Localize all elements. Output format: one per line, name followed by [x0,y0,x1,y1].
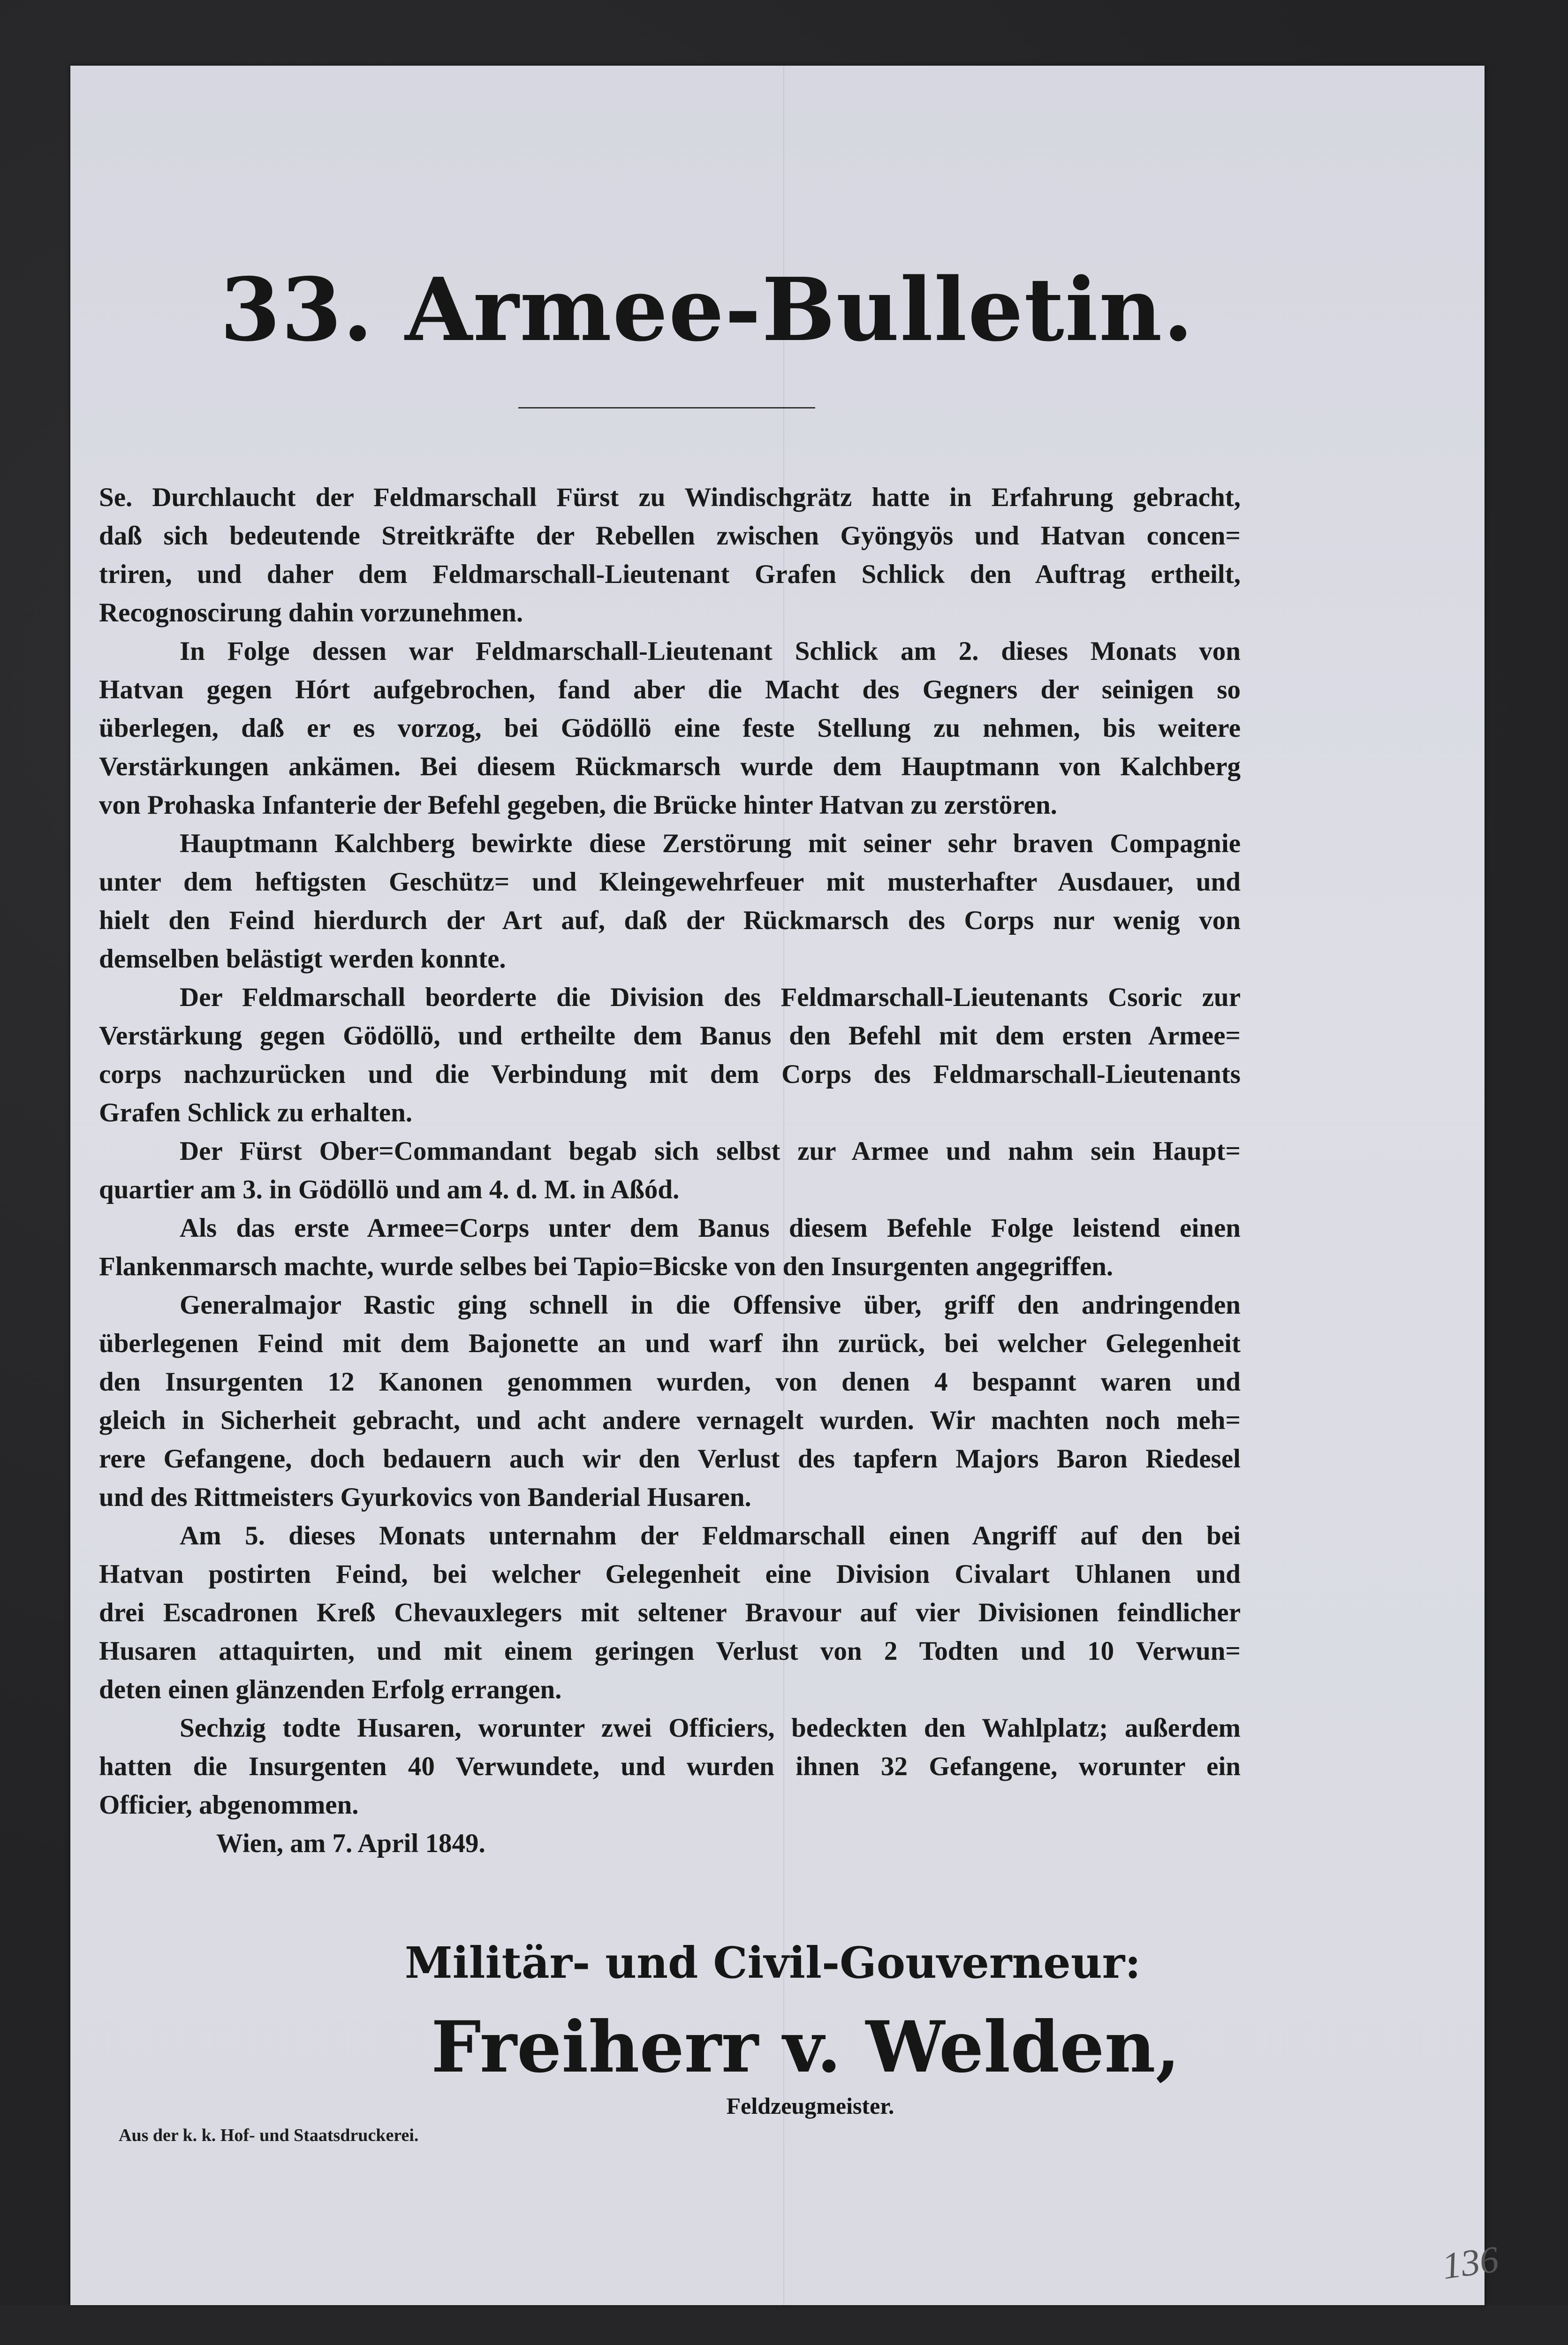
text-line: Der Fürst Ober=Commandant begab sich selbst zur Armee und nahm sein Haupt= [180,1136,1241,1166]
text-line: Se. Durchlaucht der Feldmarschall Fürst zu Windischgrätz hatte in Erfahrung gebracht, [99,483,1241,512]
title-divider [518,407,815,408]
text-line: hielt den Feind hierdurch der Art auf, daß der Rückmarsch des Corps nur wenig von [99,906,1241,935]
text-line: von Prohaska Infanterie der Befehl gegeben, die Brücke hinter Hatvan zu zerstören. [99,790,1057,820]
handwritten-page-number: 136 [1439,2239,1501,2287]
text-line: gleich in Sicherheit gebracht, und acht andere vernagelt wurden. Wir machten noch meh= [99,1406,1241,1435]
text-line: Officier, abgenommen. [99,1790,359,1820]
text-line: Wien, am 7. April 1849. [216,1829,485,1858]
text-line: quartier am 3. in Gödöllö und am 4. d. M. in Aßód. [99,1175,680,1204]
text-line: Der Feldmarschall beorderte die Division des Feldmarschall-Lieutenants Csoric zur [180,983,1241,1012]
page-title: 33. Armee-Bulletin. [220,258,1194,361]
text-line: corps nachzurücken und die Verbindung mit dem Corps des Feldmarschall-Lieutenants [99,1059,1241,1089]
text-line: Verstärkungen ankämen. Bei diesem Rückmarsch wurde dem Hauptmann von Kalchberg [99,752,1241,781]
text-line: demselben belästigt werden konnte. [99,944,506,974]
text-line: rere Gefangene, doch bedauern auch wir den Verlust des tapfern Majors Baron Riedesel [99,1444,1241,1474]
text-line: triren, und daher dem Feldmarschall-Lieutenant Grafen Schlick den Auftrag ertheilt, [99,560,1241,589]
text-line: Recognoscirung dahin vorzunehmen. [99,598,523,628]
text-line: Grafen Schlick zu erhalten. [99,1098,413,1127]
text-line: Generalmajor Rastic ging schnell in die Offensive über, griff den andringenden [180,1290,1241,1320]
text-line: In Folge dessen war Feldmarschall-Lieutenant Schlick am 2. dieses Monats von [180,636,1241,666]
signature-office: Militär- und Civil-Gouverneur: [404,1937,1141,1988]
text-line: überlegenen Feind mit dem Bajonette an und warf ihn zurück, bei welcher Gelegenheit [99,1329,1241,1358]
text-line: Hatvan gegen Hórt aufgebrochen, fand aber die Macht des Gegners der seinigen so [99,675,1241,704]
text-line: Flankenmarsch machte, wurde selbes bei Tapio=Bicske von den Insurgenten angegriffen. [99,1252,1114,1281]
document-sheet [70,66,1501,2305]
text-line: und des Rittmeisters Gyurkovics von Banderial Husaren. [99,1483,751,1512]
text-line: Hatvan postirten Feind, bei welcher Gelegenheit eine Division Civalart Uhlanen und [99,1559,1241,1589]
printer-imprint: Aus der k. k. Hof- und Staatsdruckerei. [119,2126,419,2145]
text-line: drei Escadronen Kreß Chevauxlegers mit seltener Bravour auf vier Divisionen feindlicher [99,1598,1241,1627]
text-line: Sechzig todte Husaren, worunter zwei Officiers, bedeckten den Wahlplatz; außerdem [180,1713,1241,1743]
text-line: Verstärkung gegen Gödöllö, und ertheilte dem Banus den Befehl mit dem ersten Armee= [99,1021,1241,1051]
text-line: Am 5. dieses Monats unternahm der Feldmarschall einen Angriff auf den bei [180,1521,1241,1551]
text-line: überlegen, daß er es vorzog, bei Gödöllö eine feste Stellung zu nehmen, bis weitere [99,713,1241,743]
text-line: hatten die Insurgenten 40 Verwundete, und wurden ihnen 32 Gefangene, worunter ein [99,1752,1241,1781]
signature-rank: Feldzeugmeister. [726,2093,894,2119]
text-line: den Insurgenten 12 Kanonen genommen wurden, von denen 4 bespannt waren und [99,1367,1241,1397]
text-line: Husaren attaquirten, und mit einem geringen Verlust von 2 Todten und 10 Verwun= [99,1636,1241,1666]
text-line: deten einen glänzenden Erfolg errangen. [99,1675,562,1704]
text-line: Als das erste Armee=Corps unter dem Banus diesem Befehle Folge leistend einen [180,1213,1241,1243]
text-line: unter dem heftigsten Geschütz= und Kleingewehrfeuer mit musterhafter Ausdauer, und [99,867,1241,897]
bulletin-body [99,478,1241,1863]
text-line: daß sich bedeutende Streitkräfte der Rebellen zwischen Gyöngyös und Hatvan concen= [99,521,1241,551]
signature-name: Freiherr v. Welden, [431,2006,1180,2088]
text-line: Hauptmann Kalchberg bewirkte diese Zerstörung mit seiner sehr braven Compagnie [180,829,1241,858]
